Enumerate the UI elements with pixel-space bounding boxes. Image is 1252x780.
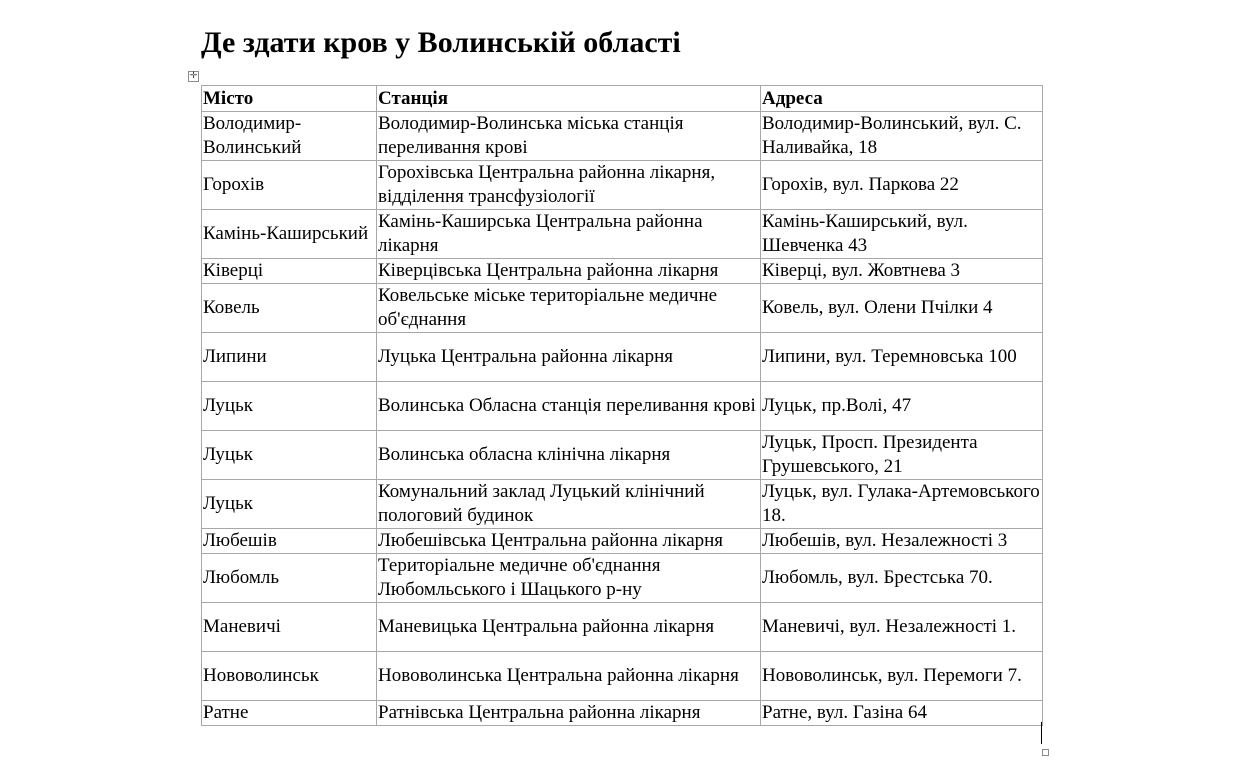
table-row: [202, 333, 1043, 382]
table-row: [202, 529, 1043, 554]
table-row: [202, 431, 1043, 480]
station-cell[interactable]: Волинська Обласна станція переливання крові: [377, 382, 761, 431]
table-row: [202, 554, 1043, 603]
city-cell[interactable]: Ковель: [202, 284, 377, 333]
address-cell[interactable]: Луцьк, вул. Гулака-Артемовського 18.: [761, 480, 1043, 529]
city-cell[interactable]: Нововолинськ: [202, 652, 377, 701]
city-cell[interactable]: Любомль: [202, 554, 377, 603]
station-cell[interactable]: Територіальне медичне об'єднання Любомльського і Шацького р-ну: [377, 554, 761, 603]
station-cell[interactable]: Волинська обласна клінічна лікарня: [377, 431, 761, 480]
address-cell[interactable]: Нововолинськ, вул. Перемоги 7.: [761, 652, 1043, 701]
station-cell[interactable]: Луцька Центральна районна лікарня: [377, 333, 761, 382]
city-cell[interactable]: Камінь-Каширський: [202, 210, 377, 259]
station-cell[interactable]: Ратнівська Центральна районна лікарня: [377, 701, 761, 726]
table-row: [202, 652, 1043, 701]
address-cell[interactable]: Ратне, вул. Газіна 64: [761, 701, 1043, 726]
station-cell[interactable]: Горохівська Центральна районна лікарня, відділення трансфузіології: [377, 161, 761, 210]
station-cell[interactable]: Нововолинська Центральна районна лікарня: [377, 652, 761, 701]
table-row: [202, 161, 1043, 210]
city-cell[interactable]: Луцьк: [202, 382, 377, 431]
header-station[interactable]: Станція: [377, 86, 761, 112]
city-cell[interactable]: Ківерці: [202, 259, 377, 284]
address-cell[interactable]: Луцьк, пр.Волі, 47: [761, 382, 1043, 431]
address-cell[interactable]: Горохів, вул. Паркова 22: [761, 161, 1043, 210]
table-row: [202, 112, 1043, 161]
city-cell[interactable]: Липини: [202, 333, 377, 382]
city-cell[interactable]: Горохів: [202, 161, 377, 210]
address-cell[interactable]: Маневичі, вул. Незалежності 1.: [761, 603, 1043, 652]
city-cell[interactable]: Луцьк: [202, 431, 377, 480]
address-cell[interactable]: Липини, вул. Теремновська 100: [761, 333, 1043, 382]
station-cell[interactable]: Володимир-Волинська міська станція переливання крові: [377, 112, 761, 161]
address-cell[interactable]: Володимир-Волинський, вул. С. Наливайка, 18: [761, 112, 1043, 161]
city-cell[interactable]: Маневичі: [202, 603, 377, 652]
document-title: Де здати кров у Волинській області: [201, 26, 681, 59]
text-cursor: [1041, 722, 1042, 744]
address-cell[interactable]: Любомль, вул. Брестська 70.: [761, 554, 1043, 603]
table-header-row: [202, 86, 1043, 112]
table-row: [202, 480, 1043, 529]
table-row: [202, 701, 1043, 726]
header-city[interactable]: Місто: [202, 86, 377, 112]
header-address[interactable]: Адреса: [761, 86, 1043, 112]
blood-donation-table: [201, 85, 1043, 726]
station-cell[interactable]: Ковельське міське територіальне медичне об'єднання: [377, 284, 761, 333]
address-cell[interactable]: Луцьк, Просп. Президента Грушевського, 21: [761, 431, 1043, 480]
address-cell[interactable]: Любешів, вул. Незалежності 3: [761, 529, 1043, 554]
city-cell[interactable]: Любешів: [202, 529, 377, 554]
address-cell[interactable]: Ківерці, вул. Жовтнева 3: [761, 259, 1043, 284]
station-cell[interactable]: Любешівська Центральна районна лікарня: [377, 529, 761, 554]
table-row: [202, 284, 1043, 333]
city-cell[interactable]: Володимир-Волинський: [202, 112, 377, 161]
table-row: [202, 259, 1043, 284]
table-row: [202, 603, 1043, 652]
station-cell[interactable]: Комунальний заклад Луцький клінічний пологовий будинок: [377, 480, 761, 529]
station-cell[interactable]: Камінь-Каширська Центральна районна лікарня: [377, 210, 761, 259]
table-row: [202, 210, 1043, 259]
station-cell[interactable]: Ківерцівська Центральна районна лікарня: [377, 259, 761, 284]
address-cell[interactable]: Камінь-Каширський, вул. Шевченка 43: [761, 210, 1043, 259]
table-move-handle-icon[interactable]: ✛: [189, 71, 198, 81]
table-row: [202, 382, 1043, 431]
station-cell[interactable]: Маневицька Центральна районна лікарня: [377, 603, 761, 652]
table-resize-handle-icon[interactable]: [1042, 749, 1049, 756]
city-cell[interactable]: Ратне: [202, 701, 377, 726]
city-cell[interactable]: Луцьк: [202, 480, 377, 529]
address-cell[interactable]: Ковель, вул. Олени Пчілки 4: [761, 284, 1043, 333]
